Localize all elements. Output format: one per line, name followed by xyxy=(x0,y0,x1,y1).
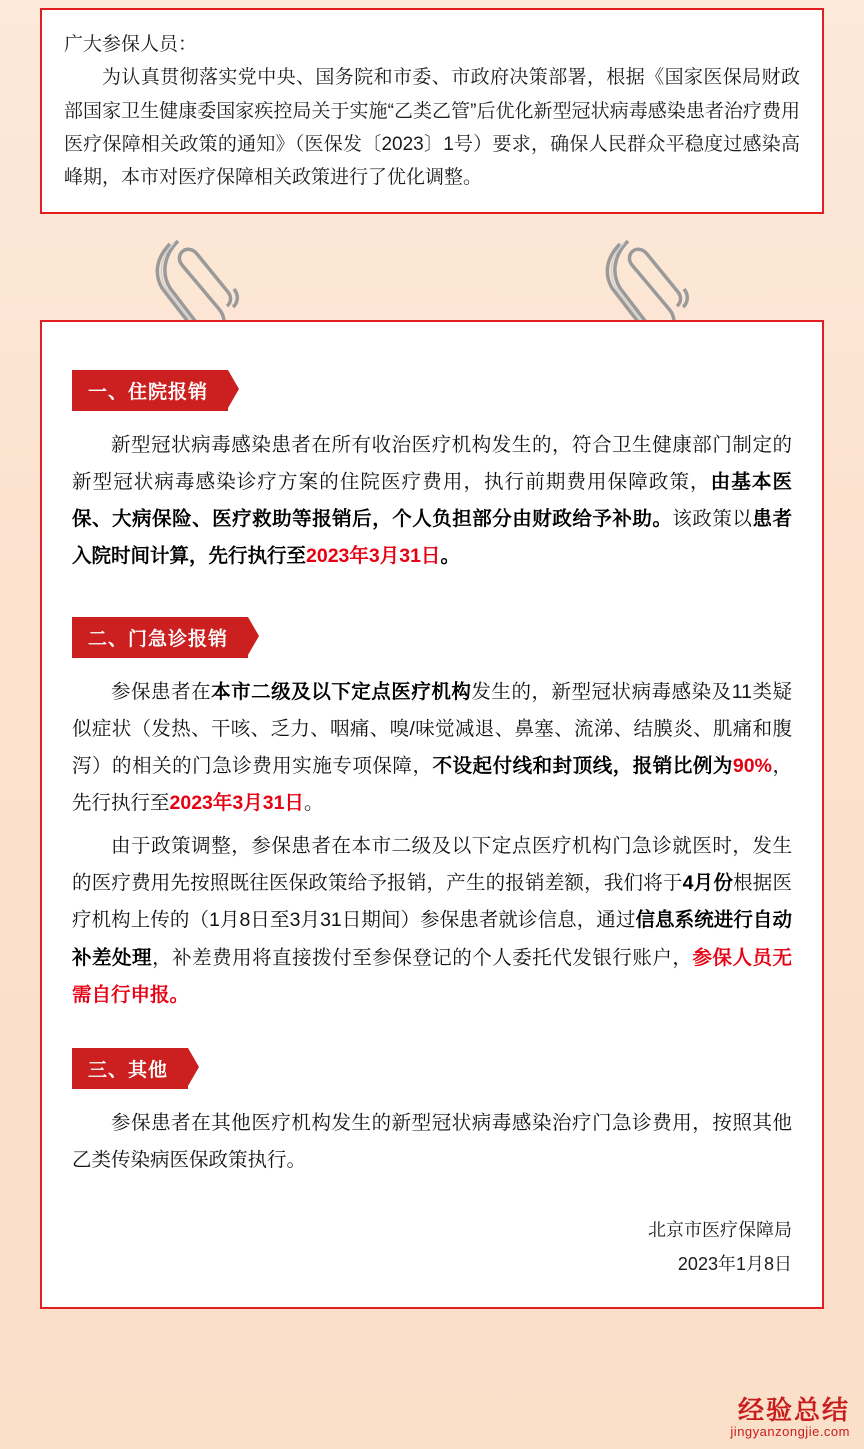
section-title-tag: 三、其他 xyxy=(72,1048,188,1089)
intro-paragraph: 为认真贯彻落实党中央、国务院和市委、市政府决策部署，根据《国家医保局财政部国家卫生健康委国家疾控局关于实施“乙类乙管”后优化新型冠状病毒感染患者治疗费用医疗保障相关政策的通知》（医保发〔2023〕1号）要求，确保人民群众平稳度过感染高峰期，本市对医疗保障相关政策进行了优化调整。 xyxy=(64,67,800,189)
section-paragraph: 新型冠状病毒感染患者在所有收治医疗机构发生的，符合卫生健康部门制定的新型冠状病毒感染诊疗方案的住院医疗费用，执行前期费用保障政策，由基本医保、大病保险、医疗救助等报销后，个人负担部分由财政给予补助。该政策以患者入院时间计算，先行执行至2023年3月31日。 xyxy=(72,434,792,568)
section-paragraph: 由于政策调整，参保患者在本市二级及以下定点医疗机构门急诊就医时，发生的医疗费用先按照既往医保政策给予报销，产生的报销差额，我们将于4月份根据医疗机构上传的（1月8日至3月31日期间）参保患者就诊信息，通过信息系统进行自动补差处理，补差费用将直接拨付至参保登记的个人委托代发银行账户，参保人员无需自行申报。 xyxy=(72,835,792,1006)
section-paragraph: 参保患者在其他医疗机构发生的新型冠状病毒感染治疗门急诊费用，按照其他乙类传染病医保政策执行。 xyxy=(72,1111,792,1171)
section-outpatient xyxy=(72,617,792,1013)
watermark xyxy=(730,1396,850,1439)
watermark-url: jingyanzongjie.com xyxy=(730,1423,850,1439)
policy-card xyxy=(40,320,824,1309)
section-paragraph: 参保患者在本市二级及以下定点医疗机构发生的，新型冠状病毒感染及11类疑似症状（发热、干咳、乏力、咽痛、嗅/味觉减退、鼻塞、流涕、结膜炎、肌痛和腹泻）的相关的门急诊费用实施专项保障，不设起付线和封顶线，报销比例为90%，先行执行至2023年3月31日。 xyxy=(72,681,792,815)
notice-card xyxy=(40,8,824,214)
signature-org: 北京市医疗保障局 xyxy=(648,1219,792,1240)
section-hospitalization xyxy=(72,370,792,575)
watermark-title: 经验总结 xyxy=(737,1395,850,1426)
signature-date: 2023年1月8日 xyxy=(677,1253,792,1274)
section-other xyxy=(72,1048,792,1179)
section-title-tag: 一、住院报销 xyxy=(72,370,228,411)
section-title-tag: 二、门急诊报销 xyxy=(72,617,248,658)
salutation-text: 广大参保人员： xyxy=(64,34,198,55)
signature-block xyxy=(72,1213,792,1281)
